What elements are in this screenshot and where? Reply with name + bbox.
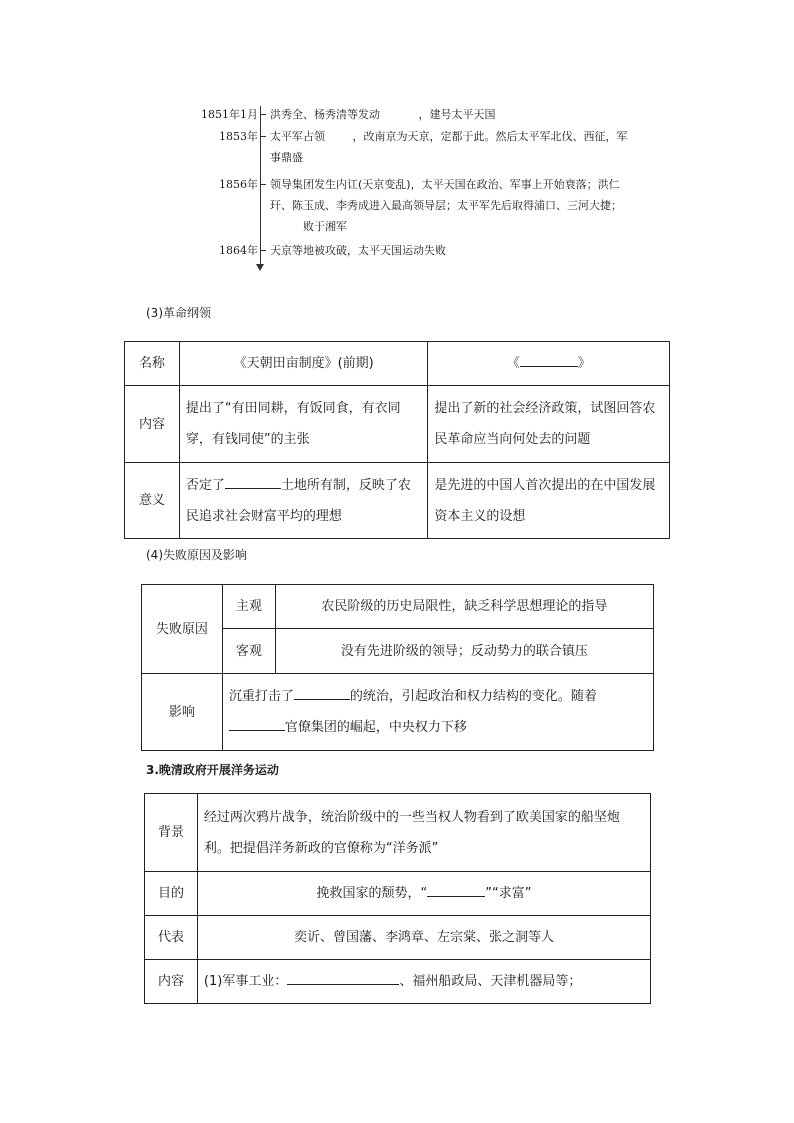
cell-text: 土地所有制，反映了农民追求社会财富平均的理想 [185, 477, 411, 524]
timeline-year: 1853年 [219, 130, 258, 143]
cell-objective: 没有先进阶级的领导；反动势力的联合镇压 [275, 629, 653, 674]
timeline-text-part: 败于湘军 [303, 220, 347, 233]
fill-blank [229, 718, 285, 731]
fill-blank [427, 884, 485, 897]
table-header-tianchao: 《天朝田亩制度》(前期) [179, 342, 428, 386]
cell-content [197, 960, 650, 1004]
fill-blank [294, 687, 350, 700]
fill-blank [520, 354, 578, 367]
table-row [145, 916, 651, 960]
cell-purpose [197, 872, 650, 916]
fill-blank [225, 476, 281, 489]
row-label-background: 背景 [145, 794, 198, 872]
section-title-failure: (4)失败原因及影响 [146, 548, 247, 562]
table-row [145, 872, 651, 916]
cell-subjective: 农民阶级的历史局限性，缺乏科学思想理论的指导 [275, 585, 653, 629]
timeline-text [270, 126, 630, 168]
fill-blank [270, 220, 303, 233]
failure-table [141, 584, 654, 751]
bracket-close: 》 [577, 356, 591, 371]
timeline-tick [260, 136, 266, 137]
table-row [142, 585, 654, 629]
timeline-year: 1856年 [219, 178, 258, 191]
row-label-content: 内容 [145, 960, 198, 1004]
table-row [125, 386, 670, 463]
cell-content-left: 提出了“有田同耕，有饭同食，有衣同穿，有钱同使”的主张 [179, 386, 428, 463]
cell-text: 沉重打击了 [228, 689, 294, 704]
timeline-text-part: 领导集团发生内讧(天京变乱)，太平天国在政治、军事上开始衰落；洪仁玕、陈玉成、李秀成进入最高领导层；太平军先后取得浦口、三河大捷； [270, 178, 622, 212]
table-row [125, 463, 670, 539]
row-label-impact: 影响 [142, 674, 223, 751]
cell-representatives: 奕䜣、曾国藩、李鸿章、左宗棠、张之洞等人 [197, 916, 650, 960]
row-label-purpose: 目的 [145, 872, 198, 916]
cell-text: 挽救国家的颓势，“ [316, 886, 428, 901]
table-row [125, 342, 670, 386]
westernization-table [144, 793, 651, 1004]
cell-background: 经过两次鸦片战争，统治阶级中的一些当权人物看到了欧美国家的船坚炮利。把提倡洋务新政的官僚称为“洋务派” [197, 794, 650, 872]
timeline-year: 1864年 [219, 244, 258, 257]
fill-blank [287, 972, 399, 985]
fill-blank [325, 130, 353, 143]
row-label-subjective: 主观 [222, 585, 275, 629]
timeline-text [270, 174, 630, 237]
cell-text: (1)军事工业： [203, 974, 288, 989]
cell-content-right: 提出了新的社会经济政策，试图回答农民革命应当向何处去的问题 [428, 386, 670, 463]
cell-text: 的统治，引起政治和权力结构的变化。随着 [349, 689, 597, 704]
table-row [145, 794, 651, 872]
cell-significance-left [179, 463, 428, 539]
cell-text: 、福州船政局、天津机器局等； [399, 974, 582, 989]
fill-blank [380, 108, 419, 121]
cell-text: 否定了 [185, 477, 225, 493]
section-title-westernization: 3.晚清政府开展洋务运动 [146, 763, 279, 777]
timeline-tick [260, 184, 266, 185]
timeline-text-part: ，改南京为天京，定都于此。然后太平军北伐、西征，军事鼎盛 [270, 130, 628, 164]
cell-text: ”“求富” [485, 886, 532, 901]
timeline-tick [260, 114, 266, 115]
cell-impact [222, 674, 653, 751]
table-row [142, 674, 654, 751]
timeline-tick [260, 250, 266, 251]
program-table [124, 341, 670, 539]
timeline-text: 天京等地被攻破，太平天国运动失败 [270, 244, 446, 257]
cell-significance-right: 是先进的中国人首次提出的在中国发展资本主义的设想 [428, 463, 670, 539]
bracket-open: 《 [506, 356, 520, 371]
timeline-text-part: ，建号太平天国 [418, 108, 496, 121]
row-label-cause: 失败原因 [142, 585, 223, 674]
table-row [145, 960, 651, 1004]
table-header-zizheng [428, 342, 670, 386]
cell-text: 官僚集团的崛起，中央权力下移 [284, 720, 467, 735]
table-header-name: 名称 [125, 342, 180, 386]
row-label-significance: 意义 [125, 463, 180, 539]
timeline-arrow-icon [256, 264, 264, 271]
timeline-text [270, 104, 630, 125]
timeline-axis [260, 106, 261, 266]
timeline-text-part: 洪秀全、杨秀清等发动 [270, 108, 380, 121]
row-label-objective: 客观 [222, 629, 275, 674]
timeline-year: 1851年1月 [201, 108, 258, 121]
row-label-representatives: 代表 [145, 916, 198, 960]
section-title-program: (3)革命纲领 [146, 306, 211, 320]
timeline-text-part: 太平军占领 [270, 130, 325, 143]
row-label-content: 内容 [125, 386, 180, 463]
